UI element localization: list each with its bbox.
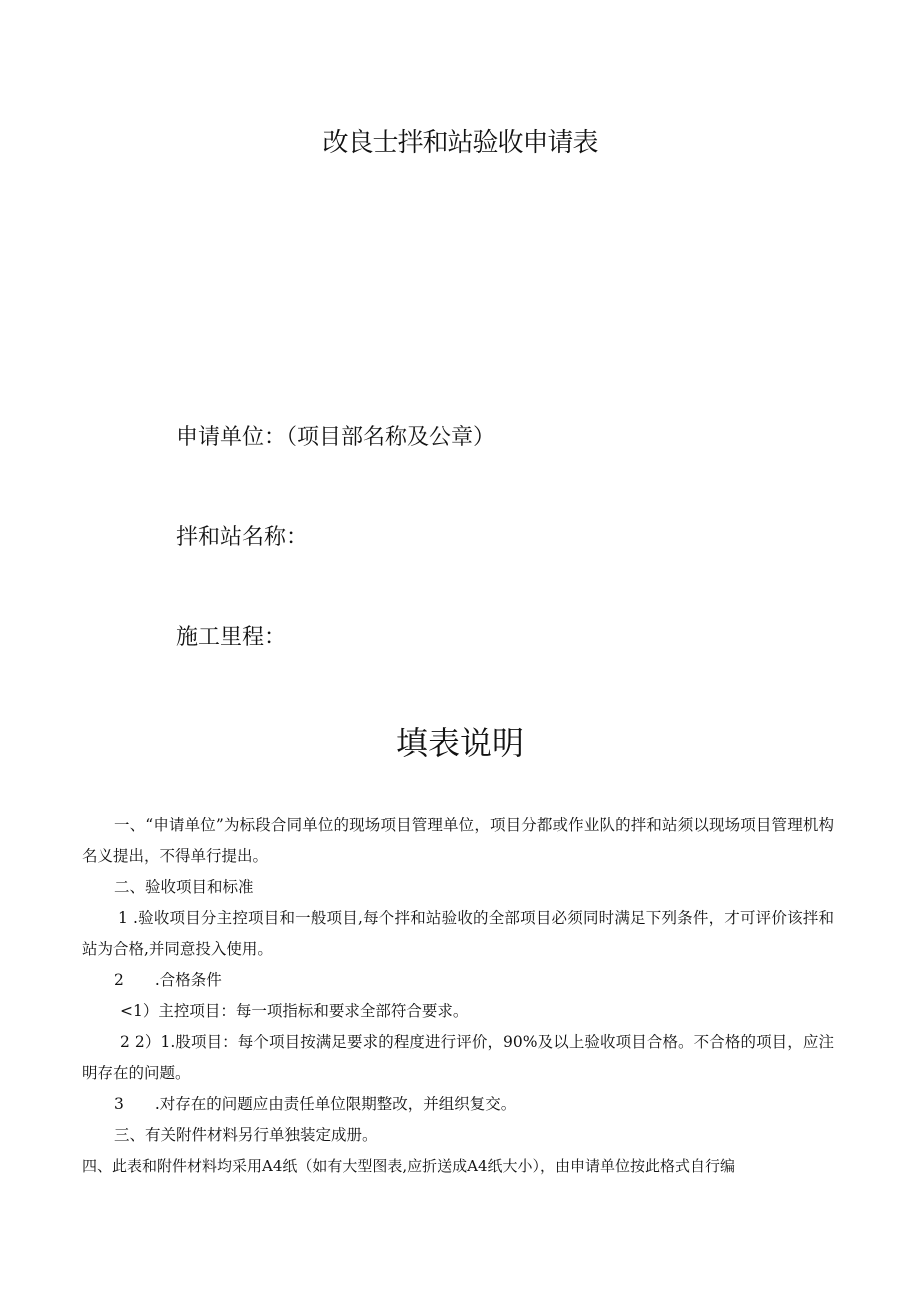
instruction-paragraph-7: 3 .对存在的问题应由责任单位限期整改，并组织复交。 [114,1095,517,1113]
page-title: 改良士拌和站验收申请表 [322,128,598,158]
instruction-paragraph-5: <1）主控项目：每一项指标和要求全部符合要求。 [120,1002,469,1020]
instruction-paragraph-8: 三、有关附件材料另行单独装定成册。 [114,1126,378,1144]
station-name-field: 拌和站名称： [176,525,309,550]
instruction-paragraph-2: 二、验收项目和标准 [114,878,254,896]
applicant-field: 申请单位：（项目部名称及公章） [176,425,496,450]
instruction-paragraph-1: 一、“申请单位”为标段合同单位的现场项目管理单位，项目分都或作业队的拌和站须以现场项目管理机构名义提出，不得单行提出。 [82,816,834,865]
instruction-paragraph-6: 2 2）1.股项目：每个项目按满足要求的程度进行评价，90%及以上验收项目合格。不合格的项目，应注明存在的问题。 [82,1033,834,1082]
mileage-field: 施工里程： [176,625,287,650]
instructions-title: 填表说明 [395,724,524,762]
instruction-paragraph-3: 1 .验收项目分主控项目和一般项目,每个拌和站验收的全部项目必须同时满足下列条件，才可评价该拌和站为合格,并同意投入使用。 [82,909,834,958]
instruction-paragraph-9: 四、此表和附件材料均采用A4纸（如有大型图表,应折送成A4纸大小），由申请单位按此格式自行编 [82,1157,736,1175]
instruction-paragraph-4: 2 .合格条件 [114,971,222,989]
